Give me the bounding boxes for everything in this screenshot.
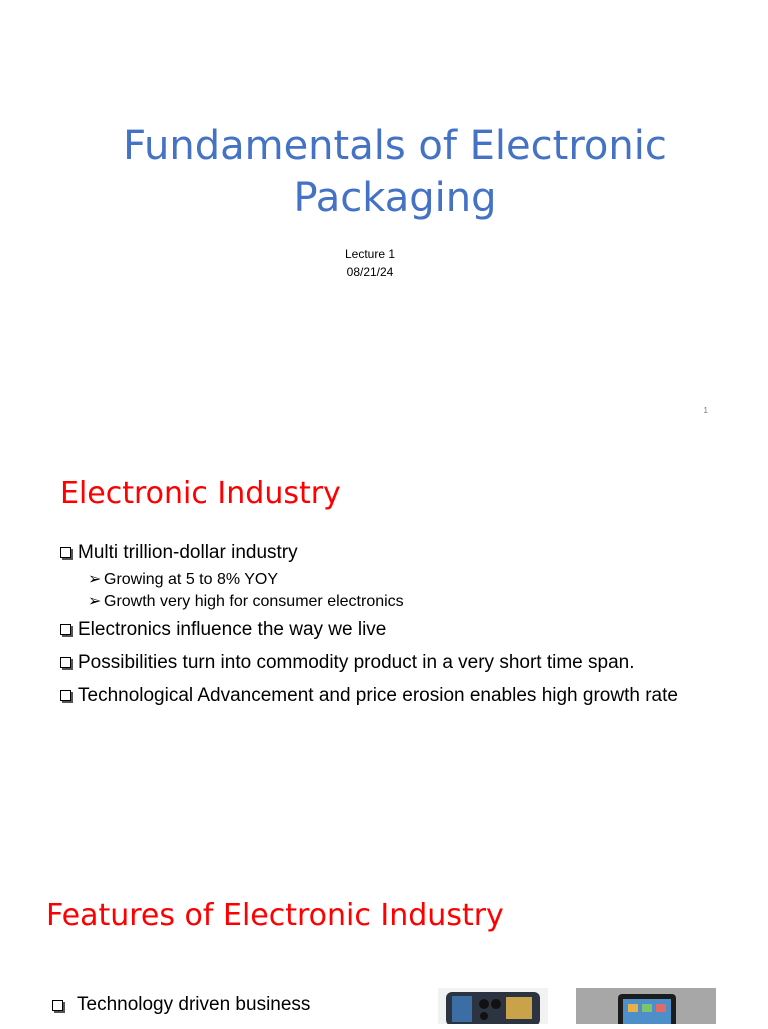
- slide-electronic-industry: [0, 432, 768, 864]
- list-item: Technology driven business: [52, 994, 310, 1016]
- tablet-image: [576, 988, 716, 1024]
- slide-title: [0, 0, 768, 432]
- arrow-bullet-icon: ➢: [88, 571, 102, 588]
- sub-list-item: ➢ Growth very high for consumer electronics: [88, 593, 404, 610]
- lecture-label: Lecture 1: [344, 247, 396, 261]
- title-line-1: Fundamentals of Electronic: [123, 123, 667, 169]
- checkbox-bullet-icon: [60, 547, 71, 558]
- checkbox-bullet-icon: [52, 1000, 63, 1011]
- title-line-2: Packaging: [293, 175, 497, 221]
- slide-title-heading: [100, 120, 690, 224]
- bullet-list: [60, 541, 720, 717]
- slide-heading: Features of Electronic Industry: [46, 898, 504, 933]
- slide-features: [0, 864, 768, 1024]
- checkbox-bullet-icon: [60, 690, 71, 701]
- list-item: Electronics influence the way we live: [60, 618, 720, 642]
- list-item: Multi trillion-dollar industry: [60, 541, 720, 565]
- page-number: 1: [703, 406, 708, 415]
- list-item: Possibilities turn into commodity product in a very short time span.: [60, 651, 720, 675]
- checkbox-bullet-icon: [60, 657, 71, 668]
- slide-heading: Electronic Industry: [60, 476, 341, 511]
- sub-list-item: ➢ Growing at 5 to 8% YOY: [88, 571, 279, 588]
- checkbox-bullet-icon: [60, 624, 71, 635]
- list-item: Technological Advancement and price erosion enables high growth rate: [60, 684, 720, 708]
- phone-internals-image: [438, 988, 548, 1024]
- arrow-bullet-icon: ➢: [88, 593, 102, 610]
- lecture-date: 08/21/24: [346, 265, 394, 279]
